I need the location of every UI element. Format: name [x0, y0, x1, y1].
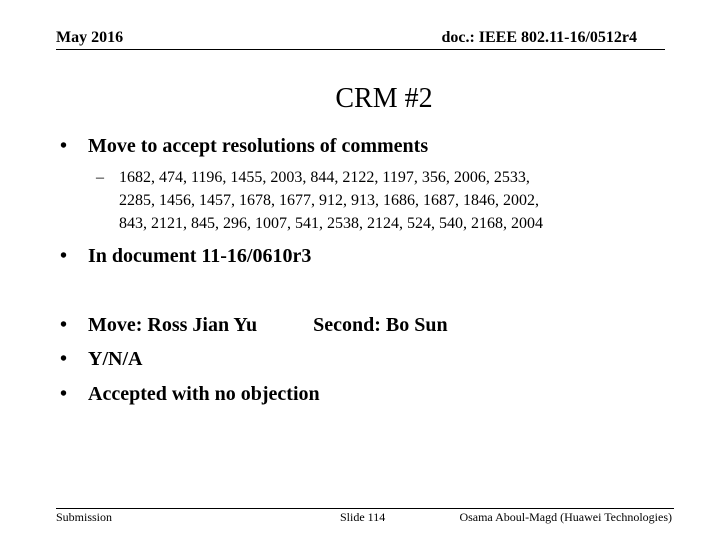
bullet-text: Move to accept resolutions of comments: [88, 135, 429, 157]
header-divider: [56, 49, 665, 50]
header-doc-id: doc.: IEEE 802.11-16/0512r4: [441, 29, 637, 46]
footer-submission: Submission: [56, 510, 113, 524]
comment-list: [96, 166, 676, 235]
footer-author: Osama Aboul-Magd (Huawei Technologies): [459, 510, 672, 524]
bullet-result: [60, 383, 320, 406]
sub-bullet-symbol: –: [96, 169, 104, 186]
bullet-symbol: •: [60, 383, 68, 405]
footer-slide-number: Slide 114: [340, 510, 386, 524]
bullet-text: Accepted with no objection: [88, 383, 320, 405]
bullet-symbol: •: [60, 245, 68, 267]
comment-list-line: 1682, 474, 1196, 1455, 2003, 844, 2122, 1197, 356, 2006, 2533,: [119, 169, 530, 186]
comment-list-line: 2285, 1456, 1457, 1678, 1677, 912, 913, 1686, 1687, 1846, 2002,: [119, 192, 539, 209]
bullet-document: [60, 245, 311, 268]
comment-list-line: 843, 2121, 845, 296, 1007, 541, 2538, 2124, 524, 540, 2168, 2004: [119, 215, 543, 232]
slide-title: CRM #2: [335, 83, 433, 114]
bullet-symbol: •: [60, 348, 68, 370]
header-date: May 2016: [56, 29, 124, 46]
bullet-text: Y/N/A: [88, 348, 143, 370]
bullet-vote: [60, 348, 142, 371]
bullet-text: In document 11-16/0610r3: [88, 245, 312, 267]
seconder-text: Second: Bo Sun: [313, 314, 448, 336]
footer-divider: [56, 508, 674, 509]
bullet-symbol: •: [60, 135, 68, 157]
bullet-symbol: •: [60, 314, 68, 336]
bullet-move-to-accept: [60, 135, 428, 158]
mover-text: Move: Ross Jian Yu: [88, 314, 258, 336]
bullet-motion: [60, 314, 448, 337]
